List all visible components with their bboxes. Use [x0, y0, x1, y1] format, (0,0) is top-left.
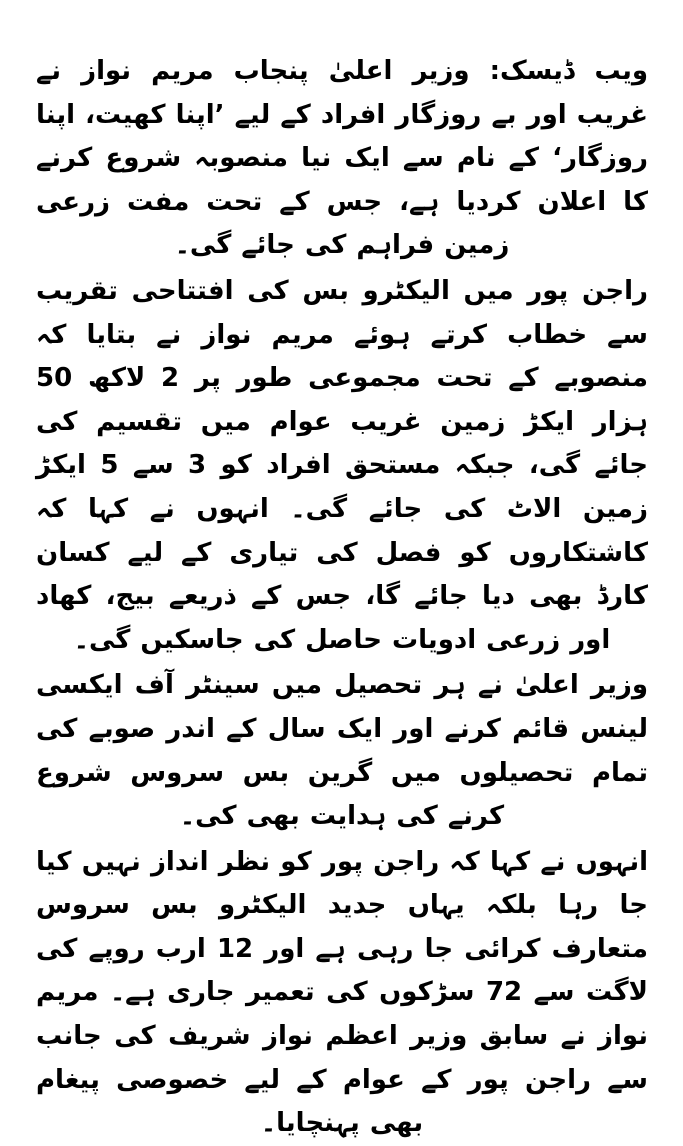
- article-body: [36, 50, 648, 1146]
- article-paragraph: انہوں نے کہا کہ راجن پور کو نظر انداز نہیں کیا جا رہا بلکہ یہاں جدید الیکٹرو بس سروس متعارف کرائی جا رہی ہے اور 12 ارب روپے کی لاگت سے 72 سڑکوں کی تعمیر جاری ہے۔ مریم نواز نے سابق وزیر اعظم نواز شریف کی جانب سے راجن پور کے عوام کے لیے خصوصی پیغام بھی پہنچایا۔: [36, 846, 648, 1139]
- article-paragraph: وزیر اعلیٰ نے ہر تحصیل میں سینٹر آف ایکسی لینس قائم کرنے اور ایک سال کے اندر صوبے کی تمام تحصیلوں میں گرین بس سروس شروع کرنے کی ہدایت بھی کی۔: [36, 670, 648, 832]
- article-paragraph: راجن پور میں الیکٹرو بس کی افتتاحی تقریب سے خطاب کرتے ہوئے مریم نواز نے بتایا کہ منصوبے کے تحت مجموعی طور پر 2 لاکھ 50 ہزار ایکڑ زمین غریب عوام میں تقسیم کی جائے گی، جبکہ مستحق افراد کو 3 سے 5 ایکڑ زمین الاٹ کی جائے گی۔ انہوں نے کہا کہ کاشتکاروں کو فصل کی تیاری کے لیے کسان کارڈ بھی دیا جائے گا، جس کے ذریعے بیج، کھاد اور زرعی ادویات حاصل کی جاسکیں گی۔: [36, 275, 649, 655]
- article-paragraph: ویب ڈیسک: وزیر اعلیٰ پنجاب مریم نواز نے غریب اور بے روزگار افراد کے لیے ’اپنا کھیت، اپنا روزگار‘ کے نام سے ایک نیا منصوبہ شروع کرنے کا اعلان کردیا ہے، جس کے تحت مفت زرعی زمین فراہم کی جائے گی۔: [36, 56, 648, 261]
